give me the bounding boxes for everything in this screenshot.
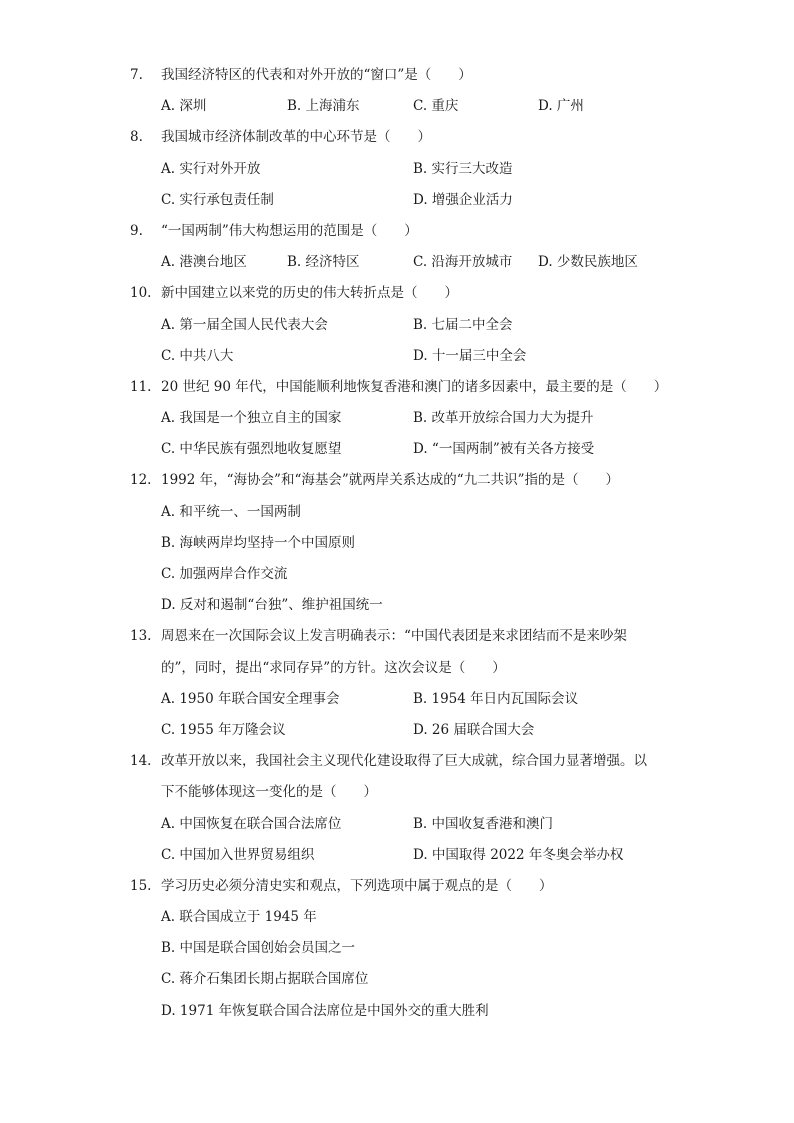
option-c: C. 1955 年万隆会议	[161, 721, 286, 738]
question-stem-row	[130, 465, 690, 496]
option-row	[130, 154, 690, 185]
option-row	[130, 809, 690, 840]
option-c: C. 沿海开放城市	[413, 254, 513, 271]
question-stem: 下不能够体现这一变化的是（ ）	[161, 784, 377, 801]
option-c: C. 实行承包责任制	[161, 191, 274, 208]
option-row	[130, 590, 690, 621]
option-d: D. 少数民族地区	[538, 254, 638, 271]
option-c: C. 蒋介石集团长期占据联合国席位	[161, 971, 369, 988]
option-row	[130, 559, 690, 590]
option-b: B. 中国收复香港和澳门	[413, 815, 554, 832]
option-a: A. 港澳台地区	[161, 254, 247, 271]
option-a: A. 深圳	[161, 98, 207, 115]
option-row	[130, 185, 690, 216]
option-a: A. 我国是一个独立自主的国家	[161, 410, 342, 427]
question-number: 8.	[130, 129, 143, 146]
question-stem: 我国经济特区的代表和对外开放的“窗口”是（ ）	[161, 67, 472, 83]
question-number: 11.	[130, 378, 152, 395]
option-a: A. 第一届全国人民代表大会	[161, 316, 328, 333]
option-row	[130, 902, 690, 933]
option-d: D. 中国取得 2022 年冬奥会举办权	[413, 846, 624, 863]
question-number: 14.	[130, 753, 152, 770]
question-number: 10.	[130, 285, 152, 302]
option-a: A. 和平统一、一国两制	[161, 503, 301, 520]
option-d: D. 反对和遏制“台独”、维护祖国统一	[161, 597, 383, 614]
question-list	[130, 60, 690, 1027]
option-b: B. 上海浦东	[287, 98, 360, 115]
question-stem: “一国两制”伟大构想运用的范围是（ ）	[161, 222, 418, 239]
question-stem-row	[130, 777, 690, 808]
option-a: A. 实行对外开放	[161, 160, 261, 177]
question-15	[130, 871, 690, 1027]
question-stem-row	[130, 216, 690, 247]
option-a: A. 中国恢复在联合国合法席位	[161, 815, 342, 832]
option-d: D. 1971 年恢复联合国合法席位是中国外交的重大胜利	[161, 1002, 489, 1019]
question-number: 15.	[130, 877, 152, 894]
option-a: A. 联合国成立于 1945 年	[161, 909, 317, 926]
question-stem-row	[130, 60, 690, 91]
question-7	[130, 60, 690, 122]
option-d: D. 26 届联合国大会	[413, 721, 535, 738]
question-number: 13.	[130, 628, 152, 645]
question-10	[130, 278, 690, 372]
option-row	[130, 684, 690, 715]
option-row	[130, 715, 690, 746]
question-stem-row	[130, 621, 690, 652]
option-b: B. 改革开放综合国力大为提升	[413, 410, 594, 427]
option-c: C. 中华民族有强烈地收复愿望	[161, 441, 342, 458]
option-row	[130, 403, 690, 434]
question-stem: 学习历史必须分清史实和观点，下列选项中属于观点的是（ ）	[161, 877, 553, 894]
option-row	[130, 964, 690, 995]
question-14	[130, 746, 690, 871]
option-b: B. 七届二中全会	[413, 316, 513, 333]
question-stem: 20 世纪 90 年代，中国能顺利地恢复香港和澳门的诸多因素中，最主要的是（ ）	[161, 378, 668, 395]
option-c: C. 重庆	[413, 98, 459, 115]
question-stem: 周恩来在一次国际会议上发言明确表示：“中国代表团是来求团结而不是来吵架	[161, 628, 627, 645]
question-stem: 我国城市经济体制改革的中心环节是（ ）	[161, 129, 431, 146]
option-row	[130, 996, 690, 1027]
option-c: C. 中共八大	[161, 347, 234, 364]
option-b: B. 经济特区	[287, 254, 360, 271]
question-12	[130, 465, 690, 621]
option-c: C. 中国加入世界贸易组织	[161, 846, 315, 863]
option-b: B. 中国是联合国创始会员国之一	[161, 940, 356, 957]
option-row	[130, 497, 690, 528]
option-row	[130, 840, 690, 871]
question-9	[130, 216, 690, 278]
option-a: A. 1950 年联合国安全理事会	[161, 690, 340, 707]
question-stem: 的”，同时，提出“求同存异”的方针。这次会议是（ ）	[161, 659, 506, 676]
option-row	[130, 341, 690, 372]
option-d: D. 增强企业活力	[413, 191, 513, 208]
option-b: B. 海峡两岸均坚持一个中国原则	[161, 534, 356, 551]
question-stem-row	[130, 746, 690, 777]
question-stem-row	[130, 278, 690, 309]
option-row	[130, 91, 690, 122]
option-row	[130, 933, 690, 964]
option-b: B. 1954 年日内瓦国际会议	[413, 690, 579, 707]
option-d: D. 广州	[538, 98, 584, 115]
question-number: 7.	[130, 67, 143, 83]
question-number: 9.	[130, 222, 143, 239]
option-row	[130, 310, 690, 341]
option-c: C. 加强两岸合作交流	[161, 566, 288, 582]
question-stem: 1992 年，“海协会”和“海基会”就两岸关系达成的“九二共识”指的是（ ）	[161, 472, 620, 489]
option-d: D. 十一届三中全会	[413, 347, 527, 364]
question-stem-row	[130, 653, 690, 684]
question-stem-row	[130, 122, 690, 153]
option-d: D. “一国两制”被有关各方接受	[413, 441, 595, 458]
question-stem-row	[130, 871, 690, 902]
question-8	[130, 122, 690, 216]
option-row	[130, 247, 690, 278]
option-row	[130, 434, 690, 465]
option-row	[130, 528, 690, 559]
question-11	[130, 372, 690, 466]
question-number: 12.	[130, 472, 152, 489]
option-b: B. 实行三大改造	[413, 160, 513, 177]
question-stem: 新中国建立以来党的历史的伟大转折点是（ ）	[161, 285, 458, 302]
question-stem-row	[130, 372, 690, 403]
question-13	[130, 621, 690, 746]
question-stem: 改革开放以来，我国社会主义现代化建设取得了巨大成就，综合国力显著增强。以	[161, 753, 647, 770]
